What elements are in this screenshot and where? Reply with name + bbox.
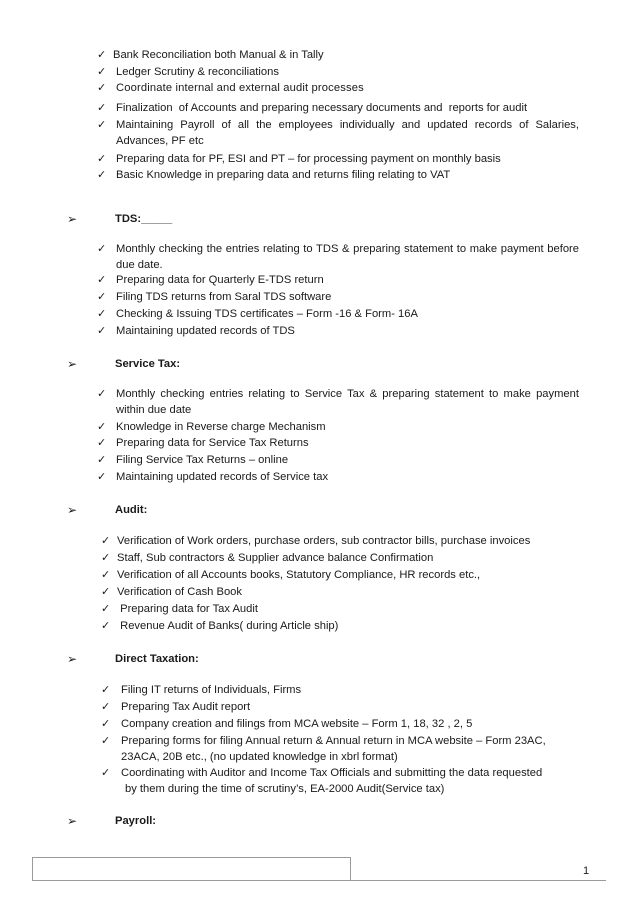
list-item-text: Finalization of Accounts and preparing necessary documents and reports for audit — [116, 102, 528, 114]
list-item-text-continued: 23ACA, 20B etc., (no updated knowledge in xbrl format) — [121, 751, 398, 763]
footer-left-rule — [32, 857, 33, 881]
list-item-text: Company creation and filings from MCA website – Form 1, 18, 32 , 2, 5 — [121, 718, 473, 730]
list-item-text: Coordinate internal and external audit processes — [116, 82, 364, 94]
arrow-bullet-icon: ➢ — [67, 814, 78, 828]
list-item-text: Ledger Scrutiny & reconciliations — [116, 66, 279, 78]
checkmark-icon: ✓ — [97, 454, 107, 466]
list-item — [97, 452, 587, 468]
list-item-text: Preparing data for Tax Audit — [117, 603, 258, 615]
checkmark-icon: ✓ — [97, 49, 107, 61]
checkmark-icon: ✓ — [97, 102, 107, 114]
list-item — [97, 272, 587, 288]
checkmark-icon: ✓ — [101, 701, 111, 713]
section-heading-tds: TDS:_____ — [115, 213, 173, 225]
arrow-bullet-icon: ➢ — [67, 357, 78, 371]
list-item-text: Filing Service Tax Returns – online — [116, 454, 289, 466]
list-item — [97, 306, 587, 322]
checkmark-icon: ✓ — [97, 291, 107, 303]
list-item-text: Knowledge in Reverse charge Mechanism — [116, 421, 326, 433]
footer-mid-rule — [350, 857, 351, 881]
list-item — [101, 765, 591, 797]
section-heading-service-tax: Service Tax: — [115, 358, 181, 370]
list-item-text-continued: by them during the time of scrutiny’s, EA-2000 Audit(Service tax) — [125, 783, 445, 795]
checkmark-icon: ✓ — [97, 388, 107, 400]
checkmark-icon: ✓ — [97, 274, 107, 286]
checkmark-icon: ✓ — [101, 603, 111, 615]
checkmark-icon: ✓ — [97, 308, 107, 320]
list-item — [97, 419, 587, 435]
checkmark-icon: ✓ — [97, 471, 107, 483]
checkmark-icon: ✓ — [101, 620, 111, 632]
list-item-text: Preparing Tax Audit report — [121, 701, 251, 713]
list-item — [97, 64, 587, 80]
list-item — [101, 550, 591, 566]
footer-top-rule — [32, 857, 350, 858]
section-heading-audit: Audit: — [115, 504, 148, 516]
list-item-text: Maintaining Payroll of all the employees individually and updated records of Salaries, Advances, PF etc — [116, 119, 579, 147]
list-item-text: Maintaining updated records of Service tax — [116, 471, 329, 483]
list-item — [97, 151, 587, 167]
list-item-text: Maintaining updated records of TDS — [116, 325, 295, 337]
list-item-text: Verification of Cash Book — [117, 586, 242, 598]
list-item-text: Verification of all Accounts books, Statutory Compliance, HR records etc., — [117, 569, 481, 581]
checkmark-icon: ✓ — [101, 767, 111, 779]
checkmark-icon: ✓ — [101, 569, 111, 581]
footer-bottom-rule — [32, 880, 606, 881]
list-item — [97, 241, 581, 273]
section-heading-direct-taxation: Direct Taxation: — [115, 653, 199, 665]
page-number: 1 — [583, 865, 590, 877]
list-item-text: Monthly checking the entries relating to TDS & preparing statement to make payment before due date. — [116, 243, 579, 271]
list-item-text: Staff, Sub contractors & Supplier advance balance Confirmation — [117, 552, 434, 564]
list-item — [101, 618, 591, 634]
list-item-text: Preparing data for Quarterly E-TDS return — [116, 274, 324, 286]
list-item-text: Preparing forms for filing Annual return & Annual return in MCA website – Form 23AC, — [121, 735, 546, 747]
arrow-bullet-icon: ➢ — [67, 212, 78, 226]
checkmark-icon: ✓ — [97, 119, 107, 131]
list-item — [101, 733, 591, 765]
list-item-text: Basic Knowledge in preparing data and returns filing relating to VAT — [116, 169, 451, 181]
list-item-text: Preparing data for PF, ESI and PT – for processing payment on monthly basis — [116, 153, 501, 165]
list-item — [97, 80, 587, 96]
checkmark-icon: ✓ — [101, 718, 111, 730]
checkmark-icon: ✓ — [101, 552, 111, 564]
checkmark-icon: ✓ — [101, 735, 111, 747]
list-item-text: Bank Reconciliation both Manual & in Tally — [113, 49, 324, 61]
checkmark-icon: ✓ — [97, 169, 107, 181]
checkmark-icon: ✓ — [97, 325, 107, 337]
arrow-bullet-icon: ➢ — [67, 652, 78, 666]
list-item — [101, 682, 591, 698]
checkmark-icon: ✓ — [97, 66, 107, 78]
list-item-text: Checking & Issuing TDS certificates – Form -16 & Form- 16A — [116, 308, 418, 320]
checkmark-icon: ✓ — [97, 243, 107, 255]
list-item — [101, 699, 591, 715]
checkmark-icon: ✓ — [101, 586, 111, 598]
list-item-text: Filing TDS returns from Saral TDS software — [116, 291, 332, 303]
list-item-text: Preparing data for Service Tax Returns — [116, 437, 309, 449]
checkmark-icon: ✓ — [97, 421, 107, 433]
list-item — [97, 386, 581, 418]
list-item — [97, 47, 587, 63]
checkmark-icon: ✓ — [101, 535, 111, 547]
list-item-text: Coordinating with Auditor and Income Tax Officials and submitting the data requested — [121, 767, 543, 779]
list-item — [101, 716, 591, 732]
list-item-text: Revenue Audit of Banks( during Article ship) — [117, 620, 339, 632]
list-item — [101, 533, 591, 549]
checkmark-icon: ✓ — [97, 82, 107, 94]
list-item — [97, 289, 587, 305]
section-heading-payroll: Payroll: — [115, 815, 157, 827]
list-item — [97, 469, 587, 485]
list-item — [97, 323, 587, 339]
list-item — [97, 100, 587, 116]
list-item-text: Filing IT returns of Individuals, Firms — [121, 684, 302, 696]
list-item — [101, 584, 591, 600]
checkmark-icon: ✓ — [101, 684, 111, 696]
list-item — [101, 567, 591, 583]
list-item — [101, 601, 591, 617]
list-item-text: Verification of Work orders, purchase orders, sub contractor bills, purchase invoices — [117, 535, 531, 547]
list-item — [97, 435, 587, 451]
list-item — [97, 117, 581, 149]
arrow-bullet-icon: ➢ — [67, 503, 78, 517]
checkmark-icon: ✓ — [97, 153, 107, 165]
list-item — [97, 167, 587, 183]
list-item-text: Monthly checking entries relating to Service Tax & preparing statement to make payment within due date — [116, 388, 579, 416]
checkmark-icon: ✓ — [97, 437, 107, 449]
